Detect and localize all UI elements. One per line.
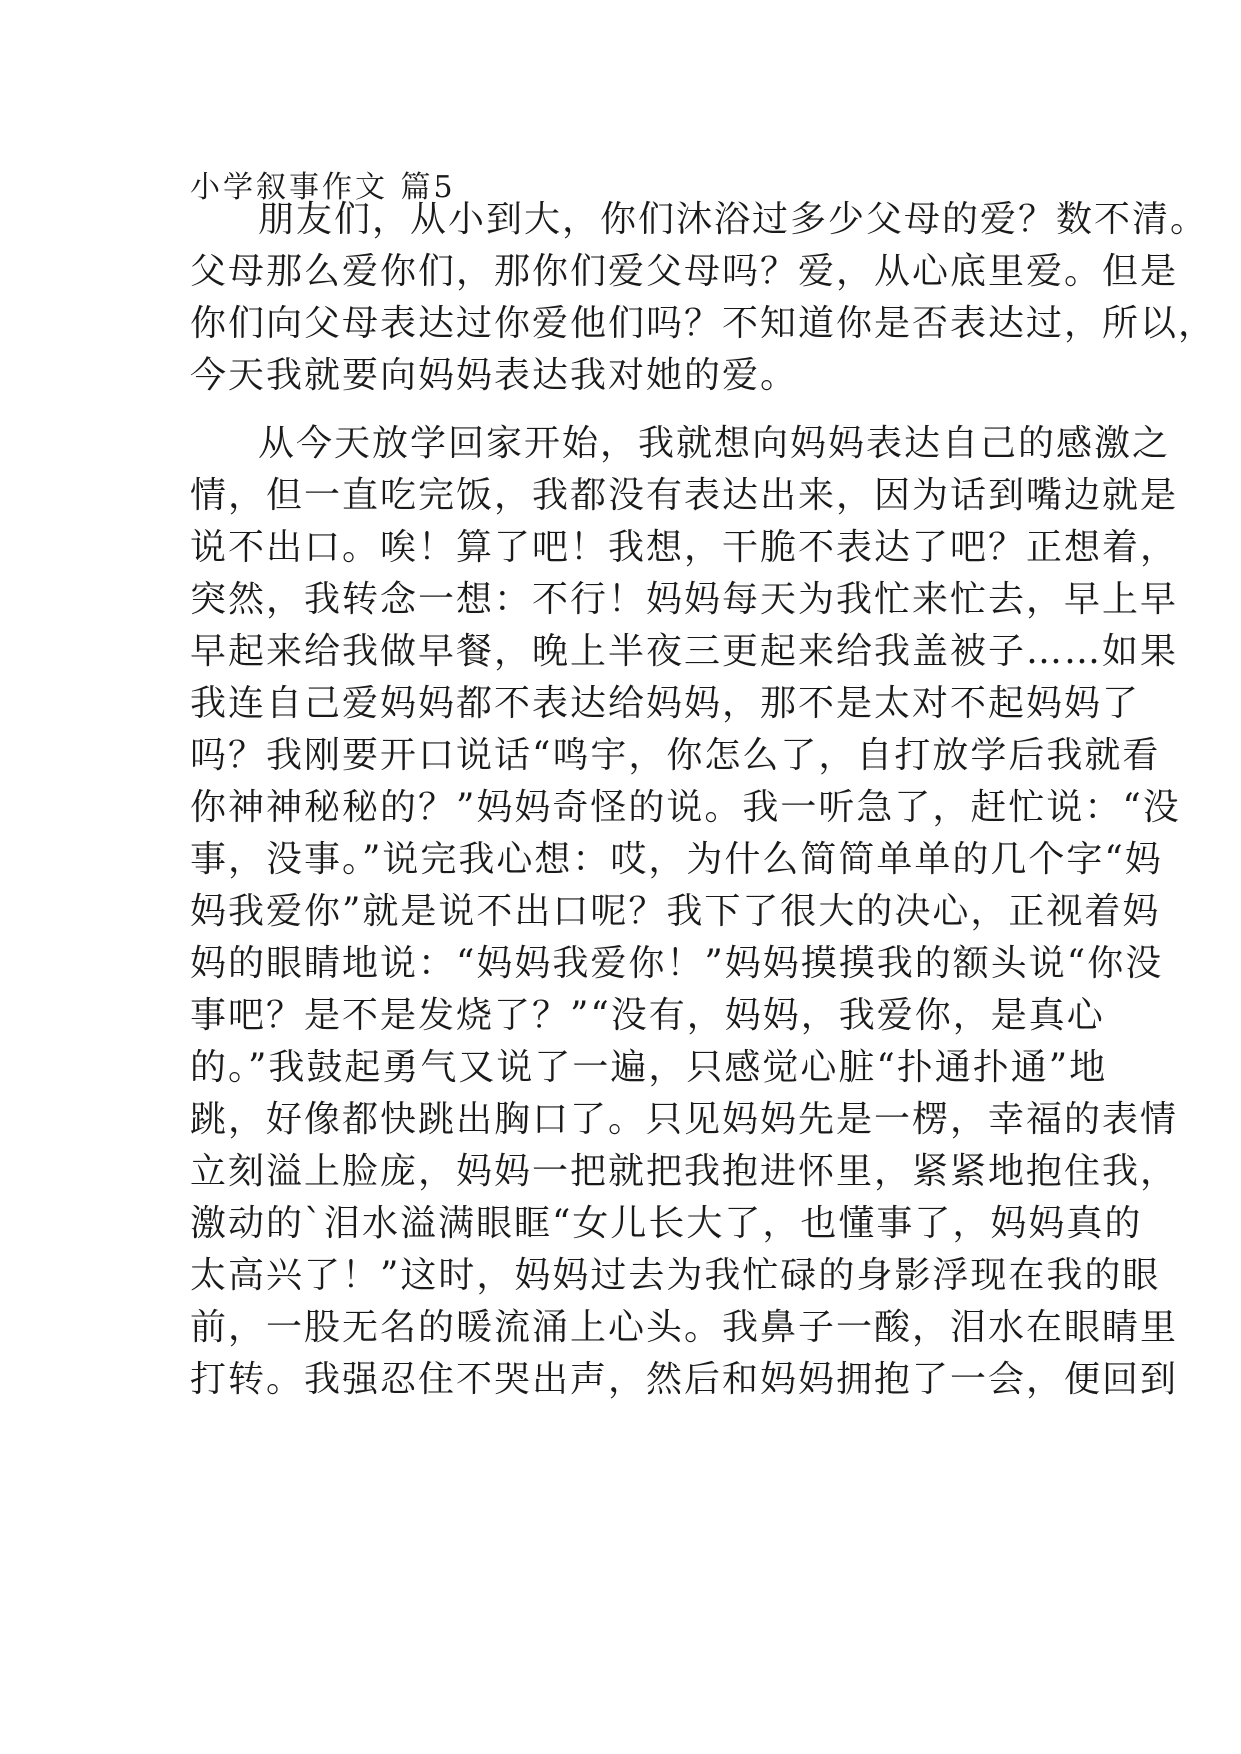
paragraph-2-line-19: 打转。我强忍住不哭出声，然后和妈妈拥抱了一会，便回到 <box>190 1359 1179 1400</box>
essay-heading: 小学叙事作文 篇5 <box>190 170 456 205</box>
paragraph-2-line-9: 事，没事。”说完我心想：哎，为什么简简单单的几个字“妈 <box>190 839 1163 880</box>
paragraph-2-line-14: 跳，好像都快跳出胸口了。只见妈妈先是一楞，幸福的表情 <box>190 1099 1179 1140</box>
paragraph-1-line-2: 父母那么爱你们，那你们爱父母吗？爱，从心底里爱。但是 <box>190 251 1179 292</box>
paragraph-2-line-10: 妈我爱你”就是说不出口呢？我下了很大的决心，正视着妈 <box>190 891 1161 932</box>
paragraph-2-line-4: 突然，我转念一想：不行！妈妈每天为我忙来忙去，早上早 <box>190 579 1179 620</box>
paragraph-2-line-11: 妈的眼睛地说：“妈妈我爱你！”妈妈摸摸我的额头说“你没 <box>190 943 1164 984</box>
paragraph-2-line-12: 事吧？是不是发烧了？”“没有，妈妈，我爱你，是真心 <box>190 995 1105 1036</box>
paragraph-2-line-6: 我连自己爱妈妈都不表达给妈妈，那不是太对不起妈妈了 <box>190 683 1141 724</box>
paragraph-2-line-2: 情，但一直吃完饭，我都没有表达出来，因为话到嘴边就是 <box>190 475 1179 516</box>
paragraph-2-line-8: 你神神秘秘的？”妈妈奇怪的说。我一听急了，赶忙说：“没 <box>190 787 1181 828</box>
paragraph-2-line-5: 早起来给我做早餐，晚上半夜三更起来给我盖被子……如果 <box>190 631 1179 672</box>
paragraph-1-line-4: 今天我就要向妈妈表达我对她的爱。 <box>190 355 799 396</box>
paragraph-1-line-1: 朋友们，从小到大，你们沐浴过多少父母的爱？数不清。 <box>258 199 1209 240</box>
paragraph-2-line-1: 从今天放学回家开始，我就想向妈妈表达自己的感激之 <box>258 423 1171 464</box>
paragraph-1-line-3: 你们向父母表达过你爱他们吗？不知道你是否表达过，所以， <box>190 303 1217 344</box>
paragraph-2-line-18: 前，一股无名的暖流涌上心头。我鼻子一酸，泪水在眼睛里 <box>190 1307 1179 1348</box>
paragraph-2-line-17: 太高兴了！”这时，妈妈过去为我忙碌的身影浮现在我的眼 <box>190 1255 1161 1296</box>
paragraph-2-line-7: 吗？我刚要开口说话“鸣宇，你怎么了，自打放学后我就看 <box>190 735 1161 776</box>
paragraph-2-line-16: 激动的`泪水溢满眼眶“女儿长大了，也懂事了，妈妈真的 <box>190 1203 1143 1244</box>
paragraph-2-line-3: 说不出口。唉！算了吧！我想，干脆不表达了吧？正想着， <box>190 527 1179 568</box>
paragraph-2-line-13: 的。”我鼓起勇气又说了一遍，只感觉心脏“扑通扑通”地 <box>190 1047 1108 1088</box>
paragraph-2-line-15: 立刻溢上脸庞，妈妈一把就把我抱进怀里，紧紧地抱住我， <box>190 1151 1179 1192</box>
